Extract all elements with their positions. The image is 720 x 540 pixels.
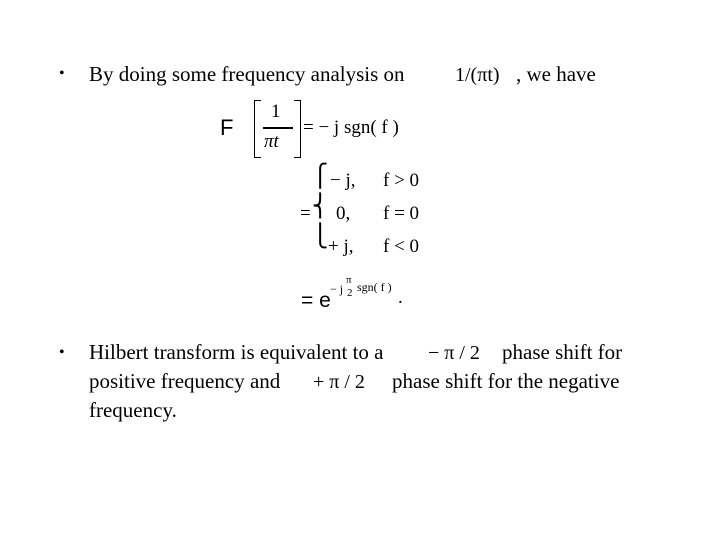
- bullet-2-line-3: frequency.: [89, 398, 177, 422]
- fourier-operator: F: [220, 115, 234, 140]
- bullet-1-math: 1/(πt): [455, 64, 500, 86]
- case-1-condition: f > 0: [383, 170, 420, 191]
- exponent-minus-j: − j: [330, 282, 344, 296]
- right-bracket: [294, 100, 301, 158]
- bullet-2-line-1-before: Hilbert transform is equivalent to a: [89, 340, 384, 364]
- bullet-dot-2: •: [59, 344, 65, 361]
- cases-equals: =: [300, 203, 311, 224]
- fraction-numerator: 1: [271, 101, 281, 122]
- bullet-2-line-1-after: phase shift for: [502, 340, 623, 364]
- rhs-signum: = − j sgn( f ): [303, 117, 399, 138]
- case-3-condition: f < 0: [383, 236, 420, 257]
- bullet-dot-1: •: [59, 65, 65, 82]
- case-3-value: + j,: [328, 236, 354, 257]
- case-2-condition: f = 0: [383, 203, 420, 224]
- case-2-value: 0,: [336, 203, 351, 224]
- bullet-2-line-2-after: phase shift for the negative: [392, 369, 620, 393]
- case-1-value: − j,: [330, 170, 356, 191]
- left-brace: ⎧ ⎨ ⎩: [312, 163, 329, 248]
- fraction-denominator: πt: [264, 131, 279, 152]
- exponent-sgn: sgn( f ): [357, 280, 392, 294]
- bullet-2-math-1: − π / 2: [428, 342, 480, 364]
- bullet-2-line-2-before: positive frequency and: [89, 369, 281, 393]
- exponent-pi: π: [346, 274, 352, 286]
- left-bracket: [254, 100, 261, 158]
- bullet-1-text-before: By doing some frequency analysis on: [89, 62, 405, 86]
- exponent-two: 2: [347, 287, 353, 299]
- bullet-2-math-2: + π / 2: [313, 371, 365, 393]
- final-exponential: = e: [301, 289, 331, 312]
- final-period: .: [398, 287, 403, 308]
- fraction-bar: [263, 127, 293, 129]
- bullet-1-text-after: , we have: [516, 62, 596, 86]
